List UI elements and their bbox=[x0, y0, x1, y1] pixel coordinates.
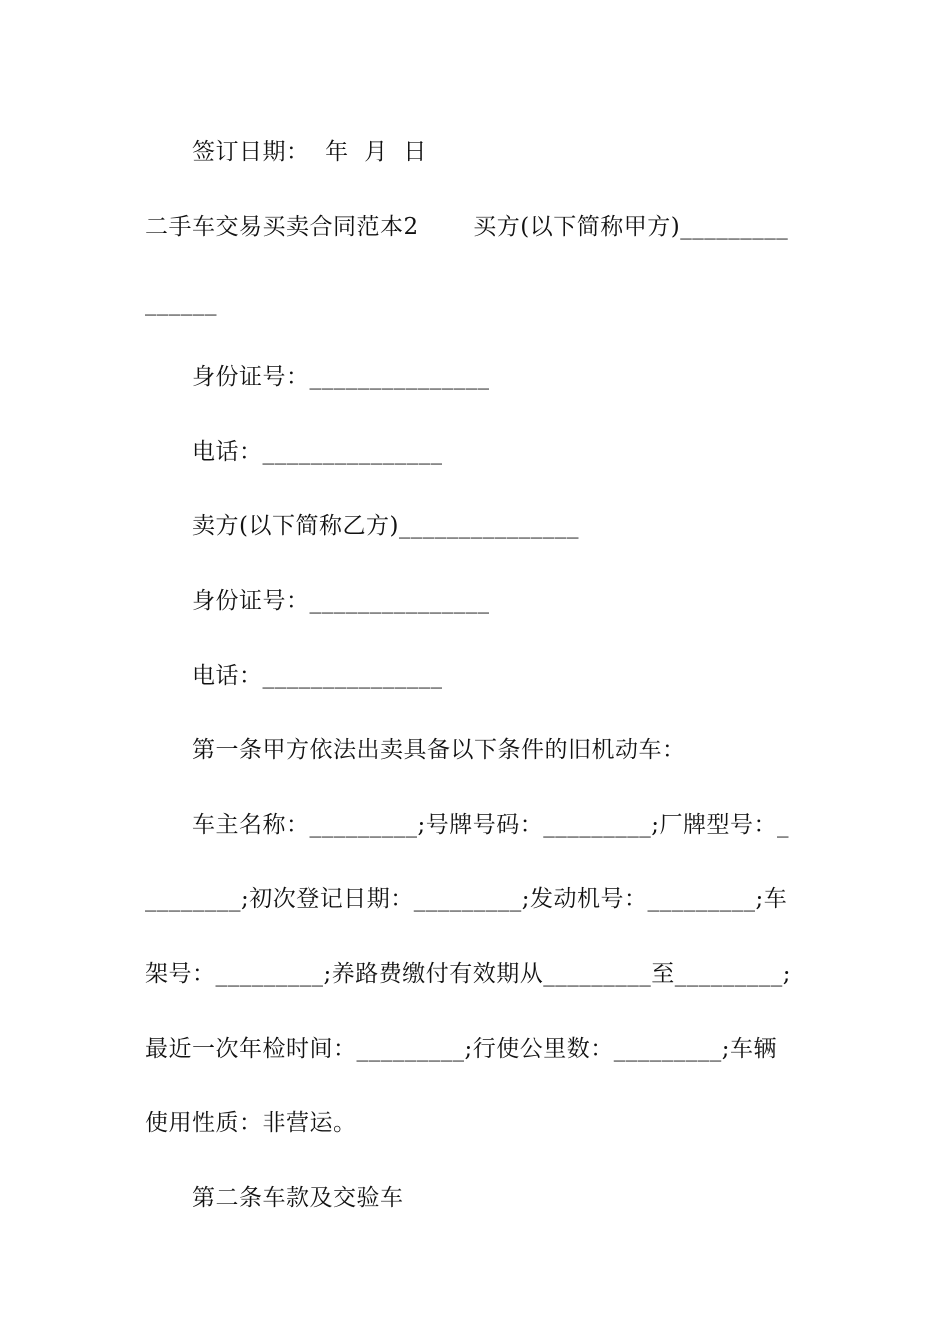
buyer-id-number-line: 身份证号：_______________ bbox=[192, 364, 490, 390]
seller-line: 卖方(以下简称乙方)_______________ bbox=[192, 513, 579, 539]
seller-phone-line: 电话：_______________ bbox=[192, 663, 443, 689]
vehicle-info-line-3: 架号：_________;养路费缴付有效期从_________至_________; bbox=[145, 961, 791, 987]
vehicle-info-line-1: 车主名称：_________;号牌号码：_________;厂牌型号：_ bbox=[192, 812, 789, 838]
seller-id-number-line: 身份证号：_______________ bbox=[192, 588, 490, 614]
article-one-heading: 第一条甲方依法出卖具备以下条件的旧机动车： bbox=[192, 737, 686, 763]
vehicle-usage-line: 使用性质：非营运。 bbox=[145, 1110, 357, 1136]
buyer-name-blank-continuation: ______ bbox=[145, 290, 217, 316]
vehicle-info-line-2: ________;初次登记日期：_________;发动机号：_________;车 bbox=[145, 886, 788, 912]
article-two-heading: 第二条车款及交验车 bbox=[192, 1185, 404, 1211]
buyer-phone-line: 电话：_______________ bbox=[192, 439, 443, 465]
contract-title-buyer-line: 二手车交易买卖合同范本2 买方(以下简称甲方)_________ bbox=[145, 214, 789, 240]
vehicle-info-line-4: 最近一次年检时间：_________;行使公里数：_________;车辆 bbox=[145, 1036, 777, 1062]
sign-date-line: 签订日期： 年 月 日 bbox=[192, 139, 427, 165]
